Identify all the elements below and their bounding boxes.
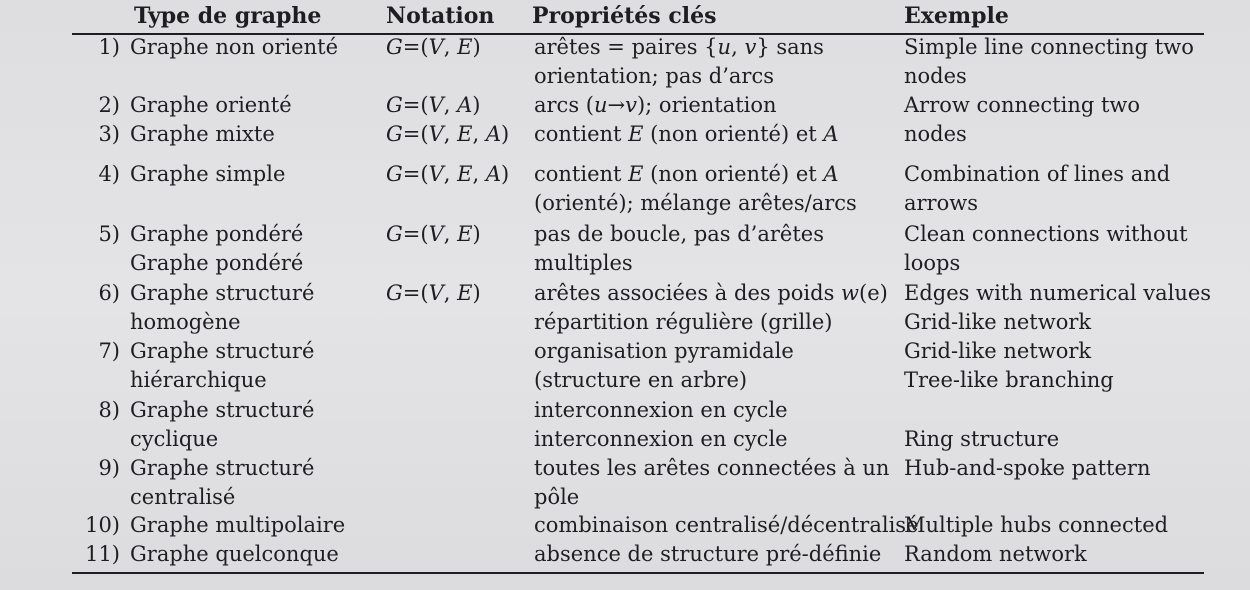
row-properties-line: (structure en arbre): [534, 368, 748, 392]
row-example-line: Random network: [904, 542, 1087, 566]
row-example-line: Tree-like branching: [904, 368, 1114, 392]
header-properties: Propriétés clés: [532, 3, 717, 29]
row-number: 3): [98, 122, 120, 146]
row-type-line: hiérarchique: [130, 368, 267, 392]
row-number: 11): [85, 542, 120, 566]
row-example-line: nodes: [904, 64, 967, 88]
header-example: Exemple: [904, 3, 1009, 29]
row-number: 9): [98, 456, 120, 480]
row-type-line: Graphe mixte: [130, 122, 275, 146]
row-example-line: Edges with numerical values: [904, 281, 1212, 305]
row-properties-line: pas de boucle, pas d’arêtes: [534, 222, 824, 246]
row-properties-line: interconnexion en cycle: [534, 427, 788, 451]
row-example-line: loops: [904, 251, 961, 275]
row-number: 1): [98, 35, 120, 59]
row-notation: G=(V, E, A): [386, 162, 510, 186]
bottom-rule: [72, 572, 1204, 574]
row-example-line: Simple line connecting two: [904, 35, 1194, 59]
row-number: 10): [85, 513, 120, 537]
row-number: 6): [98, 281, 120, 305]
row-type-line: Graphe non orienté: [130, 35, 338, 59]
row-example-line: Ring structure: [904, 427, 1060, 451]
row-type-line: Graphe quelconque: [130, 542, 339, 566]
row-type-line: homogène: [130, 310, 241, 334]
row-properties-line: contient E (non orienté) et A: [534, 162, 839, 186]
row-properties-line: arcs (u→v); orientation: [534, 93, 777, 117]
row-example-line: nodes: [904, 122, 967, 146]
row-number: 2): [98, 93, 120, 117]
row-example-line: Combination of lines and: [904, 162, 1171, 186]
row-notation: G=(V, A): [386, 93, 481, 117]
row-type-line: Graphe pondéré: [130, 251, 304, 275]
row-type-line: Graphe structuré: [130, 339, 315, 363]
row-example-line: Hub-and-spoke pattern: [904, 456, 1151, 480]
row-number: 7): [98, 339, 120, 363]
row-properties-line: combinaison centralisé/décentralisé: [534, 513, 919, 537]
row-properties-line: arêtes associées à des poids w(e): [534, 281, 888, 305]
row-example-line: Grid-like network: [904, 310, 1092, 334]
row-notation: G=(V, E): [386, 281, 481, 305]
row-properties-line: toutes les arêtes connectées à un: [534, 456, 890, 480]
row-notation: G=(V, E): [386, 35, 481, 59]
row-properties-line: arêtes = paires {u, v} sans: [534, 35, 824, 59]
row-type-line: Graphe orienté: [130, 93, 292, 117]
row-properties-line: contient E (non orienté) et A: [534, 122, 839, 146]
row-type-line: Graphe multipolaire: [130, 513, 346, 537]
row-properties-line: interconnexion en cycle: [534, 398, 788, 422]
row-notation: G=(V, E, A): [386, 122, 510, 146]
row-properties-line: orientation; pas d’arcs: [534, 64, 775, 88]
row-type-line: Graphe pondéré: [130, 222, 304, 246]
header-notation: Notation: [386, 3, 495, 29]
row-number: 5): [98, 222, 120, 246]
row-example-line: Multiple hubs connected: [904, 513, 1169, 537]
row-example-line: arrows: [904, 191, 978, 215]
row-type-line: cyclique: [130, 427, 219, 451]
row-number: 8): [98, 398, 120, 422]
row-type-line: Graphe structuré: [130, 281, 315, 305]
row-example-line: Arrow connecting two: [904, 93, 1141, 117]
row-notation: G=(V, E): [386, 222, 481, 246]
row-type-line: centralisé: [130, 485, 236, 509]
row-properties-line: pôle: [534, 485, 580, 509]
row-properties-line: répartition régulière (grille): [534, 310, 833, 334]
row-example-line: Clean connections without: [904, 222, 1188, 246]
row-properties-line: organisation pyramidale: [534, 339, 794, 363]
row-number: 4): [98, 162, 120, 186]
row-properties-line: (orienté); mélange arêtes/arcs: [534, 191, 857, 215]
row-example-line: Grid-like network: [904, 339, 1092, 363]
row-properties-line: absence de structure pré-définie: [534, 542, 882, 566]
header-type: Type de graphe: [134, 3, 322, 29]
row-type-line: Graphe simple: [130, 162, 286, 186]
row-type-line: Graphe structuré: [130, 456, 315, 480]
row-properties-line: multiples: [534, 251, 633, 275]
row-type-line: Graphe structuré: [130, 398, 315, 422]
